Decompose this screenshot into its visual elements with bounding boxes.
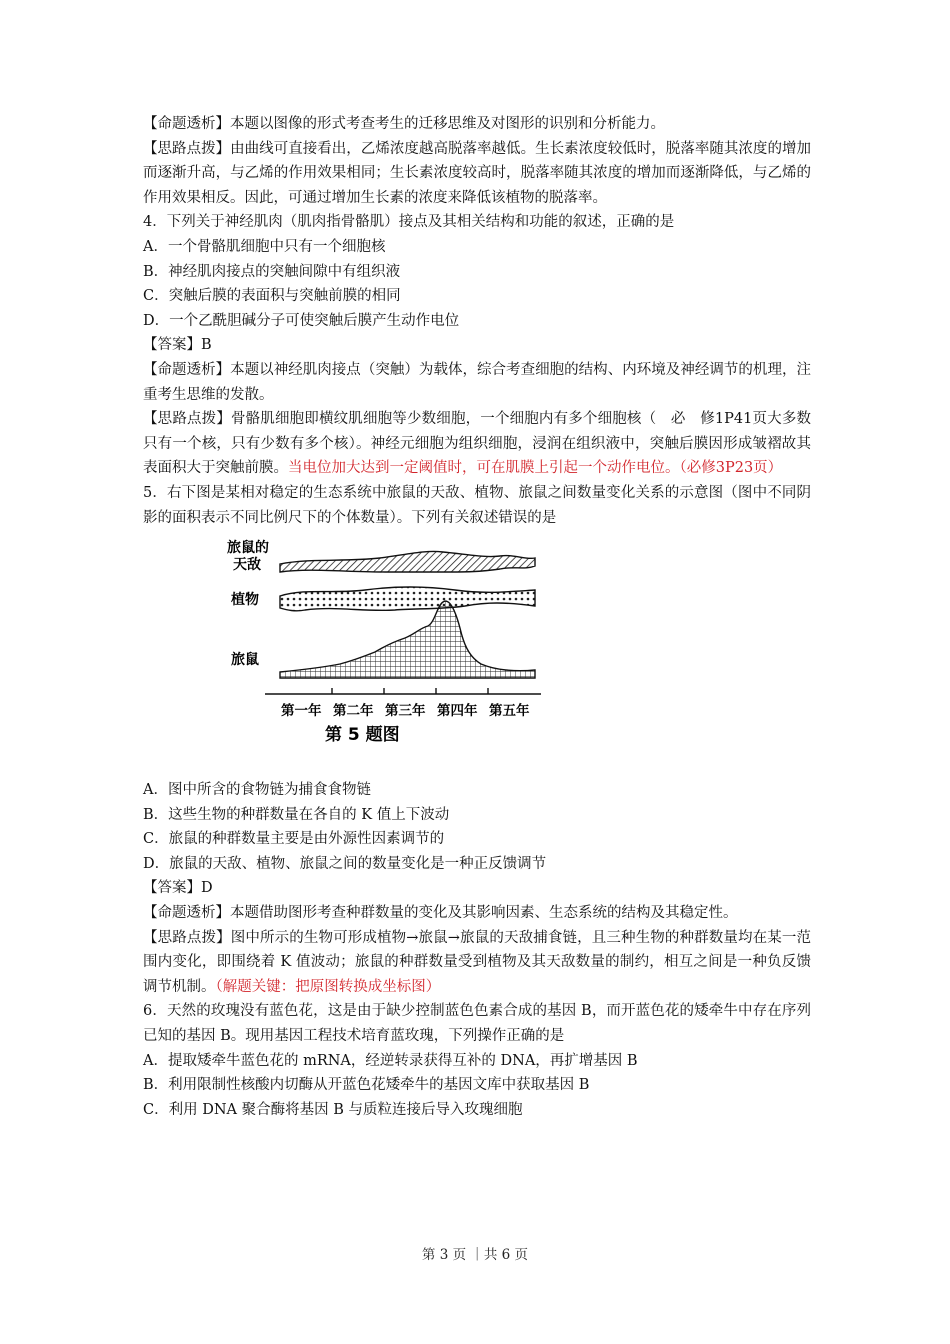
text-segment: C．突触后膜的表面积与突触前膜的相同 xyxy=(143,288,401,305)
paragraph xyxy=(143,210,811,235)
document-page xyxy=(143,112,811,1122)
figure-population-chart xyxy=(225,536,555,768)
population-diagram xyxy=(225,536,555,768)
paragraph xyxy=(143,284,811,309)
paragraph xyxy=(143,1073,811,1098)
text-segment: A．提取矮牵牛蓝色花的 mRNA，经逆转录获得互补的 DNA，再扩增基因 B xyxy=(143,1052,638,1069)
text-segment: 【答案】D xyxy=(143,880,213,897)
label-plant: 植物 xyxy=(231,592,259,609)
highlight-note: （解题关键：把原图转换成坐标图） xyxy=(215,978,441,995)
paragraph xyxy=(143,260,811,285)
text-segment: 【思路点拨】骨骼肌细胞即横纹肌细胞等少数细胞，一个细胞内有多个细胞核（ 必 修1P41页大多数只有一个核，只有少数有多个核）。神经元细胞为组织细胞，浸润在组织液中，突触后膜因形成皱褶故其表面积大于突触前膜。 xyxy=(143,411,811,477)
paragraph xyxy=(143,112,811,137)
paragraph xyxy=(143,1098,811,1123)
text-segment: 【命题透析】本题借助图形考查种群数量的变化及其影响因素、生态系统的结构及其稳定性。 xyxy=(143,905,738,922)
paragraph xyxy=(143,901,811,926)
paragraph xyxy=(143,137,811,211)
text-segment: 【答案】B xyxy=(143,337,212,354)
predator-band xyxy=(280,552,535,573)
text-section-bottom xyxy=(143,778,811,1122)
paragraph xyxy=(143,827,811,852)
year-label-5: 第五年 xyxy=(489,703,530,720)
text-segment: D．旅鼠的天敌、植物、旅鼠之间的数量变化是一种正反馈调节 xyxy=(143,855,547,872)
text-segment: D．一个乙酰胆碱分子可使突触后膜产生动作电位 xyxy=(143,312,460,329)
text-segment: 【思路点拨】由曲线可直接看出，乙烯浓度越高脱落率越低。生长素浓度较低时，脱落率随其浓度的增加而逐渐升高，与乙烯的作用效果相同；生长素浓度较高时，脱落率随其浓度的增加而逐渐降低，与乙烯的作用效果相反。因此，可通过增加生长素的浓度来降低该植物的脱落率。 xyxy=(143,140,811,206)
text-segment: C．旅鼠的种群数量主要是由外源性因素调节的 xyxy=(143,831,445,848)
text-segment: A．图中所含的食物链为捕食食物链 xyxy=(143,782,371,799)
highlight-note: 当电位加大达到一定阈值时，可在肌膜上引起一个动作电位。（必修3P23页） xyxy=(288,460,783,477)
label-predator-1: 旅鼠的 xyxy=(227,540,269,557)
paragraph xyxy=(143,358,811,407)
page-footer: 第 3 页 ｜共 6 页 xyxy=(421,1247,529,1263)
text-segment: 【命题透析】本题以神经肌肉接点（突触）为载体，综合考查细胞的结构、内环境及神经调节的机理，注重考生思维的发散。 xyxy=(143,361,811,403)
text-segment: 【思路点拨】图中所示的生物可形成植物→旅鼠→旅鼠的天敌捕食链，且三种生物的种群数量均在某一范围内变化，即围绕着 K 值波动；旅鼠的种群数量受到植物及其天敌数量的制约，相互之间是一种负反馈调节机制。 xyxy=(143,929,811,995)
lemming-area xyxy=(280,601,535,678)
paragraph xyxy=(143,778,811,803)
text-segment: C．利用 DNA 聚合酶将基因 B 与质粒连接后导入玫瑰细胞 xyxy=(143,1101,523,1118)
paragraph xyxy=(143,333,811,358)
paragraph xyxy=(143,926,811,1000)
text-section-top xyxy=(143,112,811,530)
text-segment: 4．下列关于神经肌肉（肌肉指骨骼肌）接点及其相关结构和功能的叙述，正确的是 xyxy=(143,214,675,231)
label-lemming: 旅鼠 xyxy=(231,652,259,669)
paragraph xyxy=(143,407,811,481)
year-label-2: 第二年 xyxy=(333,703,374,720)
paragraph xyxy=(143,481,811,530)
paragraph xyxy=(143,876,811,901)
paragraph xyxy=(143,999,811,1048)
text-segment: B．神经肌肉接点的突触间隙中有组织液 xyxy=(143,263,401,280)
figure-caption: 第 5 题图 xyxy=(325,725,400,746)
paragraph xyxy=(143,1049,811,1074)
paragraph xyxy=(143,852,811,877)
text-segment: 5．右下图是某相对稳定的生态系统中旅鼠的天敌、植物、旅鼠之间数量变化关系的示意图（图中不同阴影的面积表示不同比例尺下的个体数量）。下列有关叙述错误的是 xyxy=(143,484,811,526)
text-segment: A．一个骨骼肌细胞中只有一个细胞核 xyxy=(143,238,386,255)
year-label-3: 第三年 xyxy=(385,703,426,720)
paragraph xyxy=(143,309,811,334)
year-label-1: 第一年 xyxy=(281,703,322,720)
paragraph xyxy=(143,235,811,260)
paragraph xyxy=(143,803,811,828)
plant-band xyxy=(280,587,535,611)
text-segment: 【命题透析】本题以图像的形式考查考生的迁移思维及对图形的识别和分析能力。 xyxy=(143,116,665,132)
text-segment: B．这些生物的种群数量在各自的 K 值上下波动 xyxy=(143,806,450,823)
text-segment: 6．天然的玫瑰没有蓝色花，这是由于缺少控制蓝色色素合成的基因 B，而开蓝色花的矮牵牛中存在序列已知的基因 B。现用基因工程技术培育蓝玫瑰，下列操作正确的是 xyxy=(143,1003,811,1045)
year-label-4: 第四年 xyxy=(437,703,478,720)
label-predator-2: 天敌 xyxy=(233,557,261,574)
text-segment: B．利用限制性核酸内切酶从开蓝色花矮牵牛的基因文库中获取基因 B xyxy=(143,1077,590,1094)
